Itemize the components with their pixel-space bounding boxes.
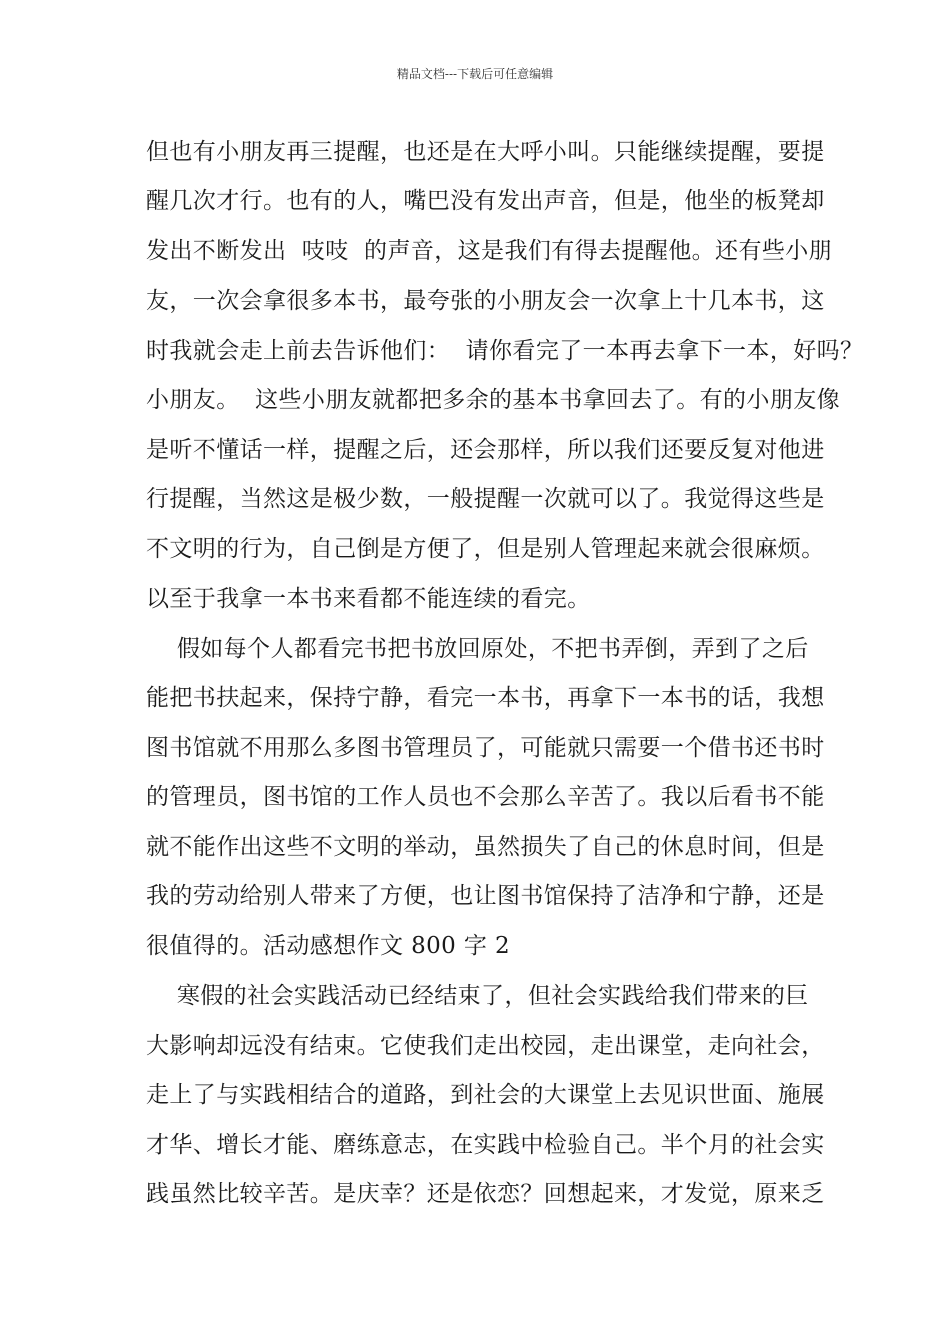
text-line: 以至于我拿一本书来看都不能连续的看完。 (146, 586, 591, 612)
text-line: 是听不懂话一样，提醒之后，还会那样，所以我们还要反复对他进 (146, 437, 825, 463)
text-line: 能把书扶起来，保持宁静，看完一本书，再拿下一本书的话，我想 (146, 685, 825, 711)
text-line: 发出不断发出 吱吱 的声音，这是我们有得去提醒他。还有些小朋 (146, 238, 833, 264)
text-line: 醒几次才行。也有的人，嘴巴没有发出声音，但是，他坐的板凳却 (146, 188, 825, 214)
text-line: 践虽然比较辛苦。是庆幸？还是依恋？回想起来，才发觉，原来乏 (146, 1181, 825, 1207)
text-line: 走上了与实践相结合的道路，到社会的大课堂上去见识世面、施展 (146, 1082, 825, 1108)
text-line: 很值得的。活动感想作文 800 字 2 (146, 933, 511, 959)
text-line: 大影响却远没有结束。它使我们走出校园，走出课堂，走向社会， (146, 1033, 825, 1059)
page-header: 精品文档---下载后可任意编辑 (396, 67, 554, 81)
text-line: 的管理员，图书馆的工作人员也不会那么辛苦了。我以后看书不能 (146, 784, 825, 810)
text-line: 但也有小朋友再三提醒，也还是在大呼小叫。只能继续提醒，要提 (146, 139, 825, 165)
text-line: 寒假的社会实践活动已经结束了，但社会实践给我们带来的巨 (146, 983, 809, 1009)
text-line: 假如每个人都看完书把书放回原处，不把书弄倒，弄到了之后 (146, 636, 809, 662)
text-line: 小朋友。 这些小朋友就都把多余的基本书拿回去了。有的小朋友像 (146, 387, 841, 413)
text-line: 我的劳动给别人带来了方便，也让图书馆保持了洁净和宁静，还是 (146, 883, 825, 909)
text-line: 行提醒，当然这是极少数，一般提醒一次就可以了。我觉得这些是 (146, 486, 825, 512)
text-line: 才华、增长才能、磨练意志，在实践中检验自己。半个月的社会实 (146, 1132, 825, 1158)
text-line: 就不能作出这些不文明的举动，虽然损失了自己的休息时间，但是 (146, 834, 825, 860)
text-line: 图书馆就不用那么多图书管理员了，可能就只需要一个借书还书时 (146, 735, 825, 761)
text-line: 友，一次会拿很多本书，最夸张的小朋友会一次拿上十几本书，这 (146, 288, 825, 314)
text-line: 时我就会走上前去告诉他们： 请你看完了一本再去拿下一本，好吗？ (146, 338, 864, 364)
text-line: 不文明的行为，自己倒是方便了，但是别人管理起来就会很麻烦。 (146, 536, 825, 562)
